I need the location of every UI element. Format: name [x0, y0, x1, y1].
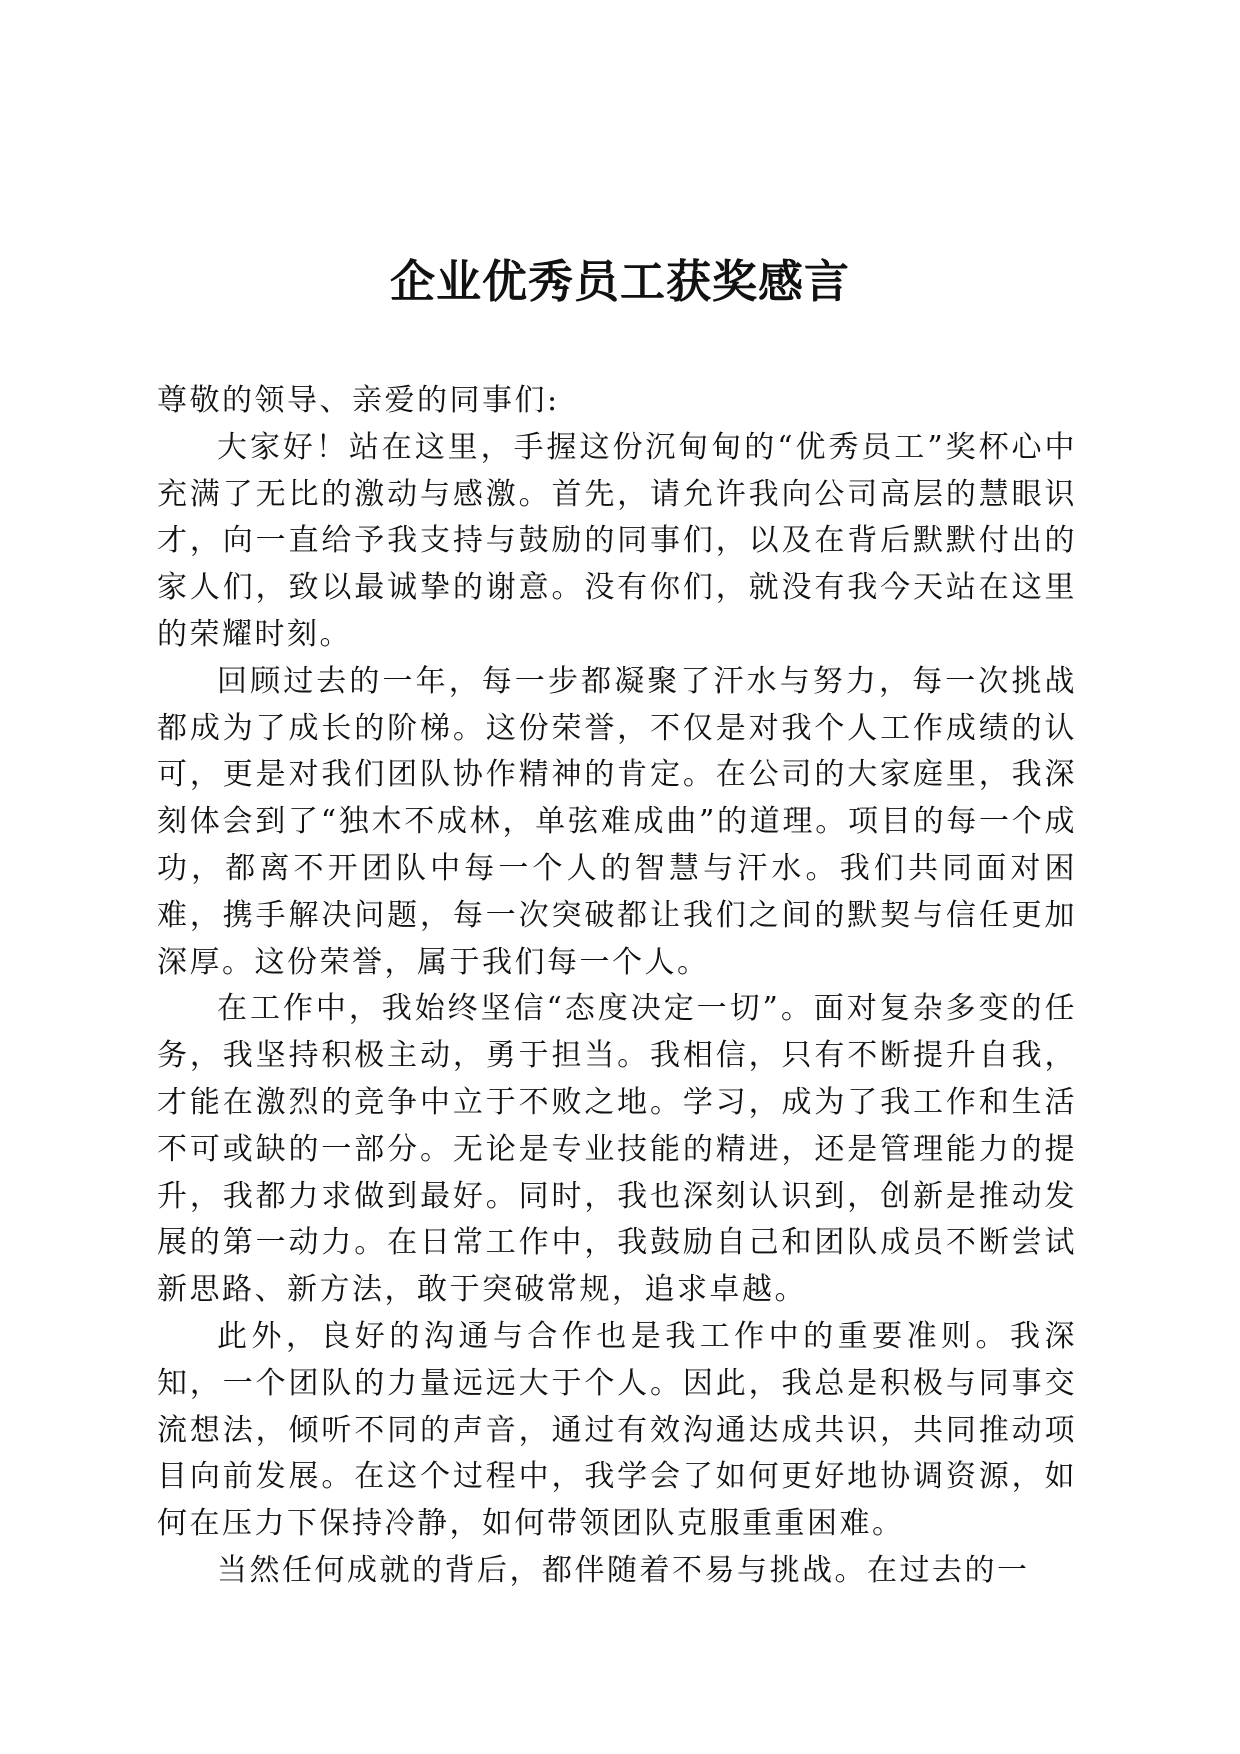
document-body — [157, 378, 1077, 1595]
document-title: 企业优秀员工获奖感言 — [389, 255, 850, 308]
paragraph-2: 回顾过去的一年，每一步都凝聚了汗水与努力，每一次挑战都成为了成长的阶梯。这份荣誉，不仅是对我个人工作成绩的认可，更是对我们团队协作精神的肯定。在公司的大家庭里，我深刻体会到了“独木不成林，单弦难成曲”的道理。项目的每一个成功，都离不开团队中每一个人的智慧与汗水。我们共同面对困难，携手解决问题，每一次突破都让我们之间的默契与信任更加深厚。这份荣誉，属于我们每一个人。 — [157, 663, 1077, 980]
paragraph-1: 大家好！站在这里，手握这份沉甸甸的“优秀员工”奖杯心中充满了无比的激动与感激。首先，请允许我向公司高层的慧眼识才，向一直给予我支持与鼓励的同事们，以及在背后默默付出的家人们，致以最诚挚的谢意。没有你们，就没有我今天站在这里的荣耀时刻。 — [157, 429, 1077, 652]
paragraph-4: 此外，良好的沟通与合作也是我工作中的重要准则。我深知，一个团队的力量远远大于个人。因此，我总是积极与同事交流想法，倾听不同的声音，通过有效沟通达成共识，共同推动项目向前发展。在这个过程中，我学会了如何更好地协调资源，如何在压力下保持冷静，如何带领团队克服重重困难。 — [157, 1318, 1077, 1542]
salutation: 尊敬的领导、亲爱的同事们: — [157, 383, 560, 418]
paragraph-5: 当然任何成就的背后，都伴随着不易与挑战。在过去的一 — [217, 1552, 1030, 1588]
paragraph-3: 在工作中，我始终坚信“态度决定一切”。面对复杂多变的任务，我坚持积极主动，勇于担当。我相信，只有不断提升自我，才能在激烈的竞争中立于不败之地。学习，成为了我工作和生活不可或缺的一部分。无论是专业技能的精进，还是管理能力的提升，我都力求做到最好。同时，我也深刻认识到，创新是推动发展的第一动力。在日常工作中，我鼓励自己和团队成员不断尝试新思路、新方法，敢于突破常规，追求卓越。 — [157, 991, 1077, 1308]
